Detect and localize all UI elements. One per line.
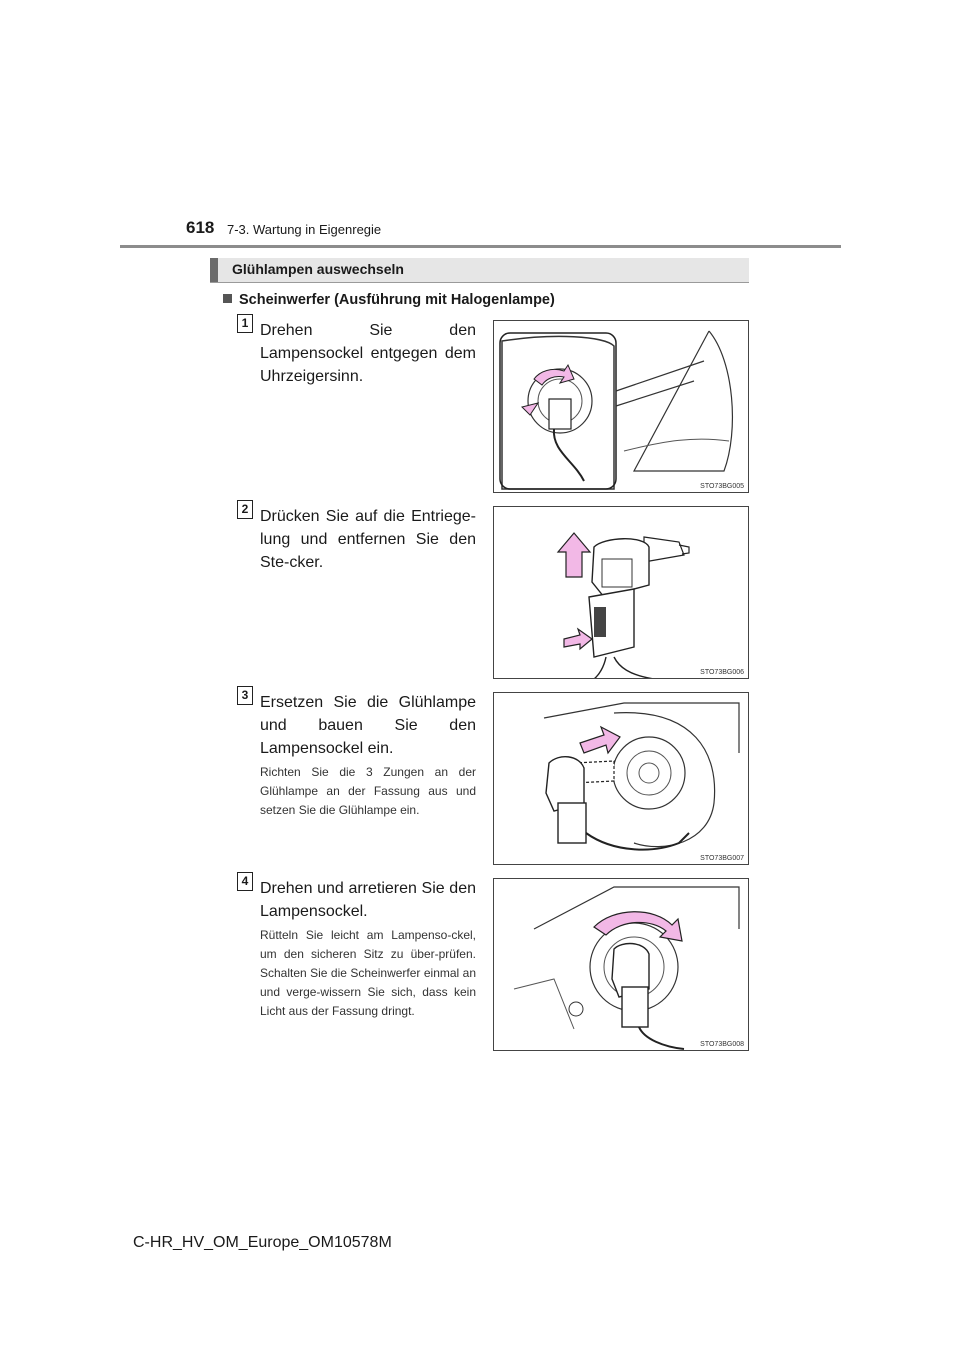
figure-step-4 [493,878,749,1051]
section-bar-rule [210,282,749,283]
page-number: 618 [186,218,215,237]
step-note-3: Richten Sie die 3 Zungen an der Glühlampe an der Fassung aus und setzen Sie die Glühlampe ein. [260,765,476,817]
section-bar [210,258,749,282]
figure-4-illustration [494,879,749,1051]
step-note-4: Rütteln Sie leicht am Lampenso-ckel, um den sicheren Sitz zu über-prüfen. Schalten Sie die Scheinwerfer einmal an und verge-wissern Sie sich, dass kein Licht aus der Fassung dringt. [260,928,476,1018]
figure-code-2: STO73BG006 [700,669,744,676]
figure-step-3 [493,692,749,865]
figure-2-illustration [494,507,749,679]
step-number-3: 3 [237,686,253,705]
subheading [223,292,555,308]
step-text-1: Drehen Sie den Lampensockel entgegen dem Uhrzeigersinn. [260,322,476,385]
subheading-text: Scheinwerfer (Ausführung mit Halogenlampe) [239,292,555,308]
step-text-2: Drücken Sie auf die Entriege-lung und entfernen Sie den Ste-cker. [260,508,476,571]
footer-document-id: C-HR_HV_OM_Europe_OM10578M [133,1234,392,1251]
section-title: Glühlampen auswechseln [232,261,404,277]
figure-1-illustration [494,321,749,493]
figure-step-1 [493,320,749,493]
step-text-3: Ersetzen Sie die Glühlampe und bauen Sie den Lampensockel ein. [260,694,476,757]
figure-step-2 [493,506,749,679]
figure-code-1: STO73BG005 [700,483,744,490]
chapter-title: 7-3. Wartung in Eigenregie [227,222,382,237]
step-number-4: 4 [237,872,253,891]
figure-3-illustration [494,693,749,865]
figure-code-4: STO73BG008 [700,1041,744,1048]
step-number-2: 2 [237,500,253,519]
figure-code-3: STO73BG007 [700,855,744,862]
header-rule [120,245,841,248]
step-text-4: Drehen und arretieren Sie den Lampensockel. [260,880,476,920]
step-number-1: 1 [237,314,253,333]
square-bullet-icon [223,294,232,303]
